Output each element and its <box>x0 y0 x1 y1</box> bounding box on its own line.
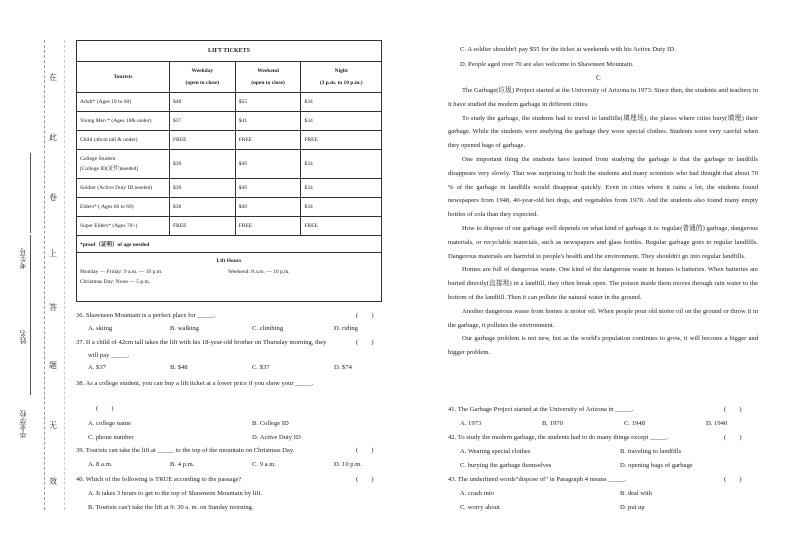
q42: 42. To study the modern garbage, the students had to do many things except _____. <box>448 434 669 441</box>
tourist-type: College Student [College ID(证件)needed] <box>77 150 170 179</box>
section-c-label: C <box>596 74 601 82</box>
price-cell: $49 <box>235 179 301 198</box>
price-cell: $49 <box>235 198 301 217</box>
paragraph: How to dispose of our garbage well depends on what kind of garbage it is: regular(普通的) garbage, dangerous materials, or recyclable materials, such as newspapers and glass bottles. Regular garbage goes to regular landfills. Dangerous materials are harmful to people's health and the environment. They shouldn't go into regular landfills. <box>448 224 758 260</box>
paragraph: Homes are full of dangerous waste. One kind of the dangerous waste in homes is batteries. When batteries are buried directly(直接地) in a landfill, they often break open. The poison inside them moves through rain water to the bottom of the landfill. Then it can pollute the natural water in the ground. <box>448 266 758 301</box>
paragraph: Another dangerous waste from homes is motor oil. When people pour old motor oil on the ground or throw it in the garbage, it pollutes the environment. <box>448 307 758 329</box>
field-blank-line[interactable] <box>30 315 31 395</box>
q41-paren[interactable]: ( ) <box>724 406 742 413</box>
table-row <box>77 112 382 131</box>
binding-char: 题 <box>49 361 57 370</box>
q40: 40. Which of the following is TRUE according to the passage? <box>76 476 242 483</box>
table-row <box>77 179 382 198</box>
price-cell: $38 <box>170 150 236 179</box>
field-label: 毕业学校 <box>19 410 27 438</box>
option-c[interactable]: C. worry about <box>460 504 500 511</box>
q40-option-c[interactable]: C. A soldier shouldn't pay $55 for the ticket at weekends with his Active Duty ID. <box>460 46 676 53</box>
table-body <box>77 93 382 236</box>
tourist-type: Super Elders* (Ages 70+) <box>77 217 170 236</box>
binding-char: 无 <box>49 421 57 430</box>
option-d[interactable]: D. Active Duty ID <box>252 434 301 441</box>
paragraph: To study the garbage, the students had to travel to landfills(填埋场), the places where cities bury(填埋) their garbage. While the students were studying the garbage they wore special clothes. Students were very careful when they opened bags of garbage. <box>448 114 758 150</box>
q39: 39. Tourists can take the lift at _____ to the top of the mountain on Christmas Day. <box>76 447 295 454</box>
price-cell: FREE <box>301 217 382 236</box>
option-d[interactable]: D. opening bags of garbage <box>620 462 693 469</box>
binding-char: 答 <box>49 303 57 312</box>
option-a[interactable]: A. college name <box>88 420 132 427</box>
price-cell: FREE <box>235 131 301 150</box>
price-cell: $34 <box>301 179 382 198</box>
table-header-row <box>77 62 382 93</box>
q36-paren[interactable]: ( ) <box>356 312 374 319</box>
passage-c <box>448 84 758 360</box>
header-cell: Weekend (open to close) <box>235 62 301 93</box>
binding-line <box>44 40 45 510</box>
hours-christmas: Christmas Day: Noon — 5 p.m. <box>80 279 151 285</box>
table-row <box>77 217 382 236</box>
binding-char: 效 <box>49 477 57 486</box>
hours-weekday: Monday — Friday: 9 a.m. — 10 p.m. <box>80 269 163 275</box>
option-b[interactable]: B. College ID <box>252 420 289 427</box>
option-a[interactable]: A. 1973 <box>460 420 482 427</box>
field-blank-line[interactable] <box>30 235 31 315</box>
option-b[interactable]: B. 1970 <box>542 420 563 427</box>
option-c[interactable]: C. phone number <box>88 434 134 441</box>
option-a[interactable]: A. Wearing special clothes <box>460 448 531 455</box>
price-cell: $38 <box>170 198 236 217</box>
q37-paren[interactable]: ( ) <box>356 339 374 346</box>
price-cell: FREE <box>170 131 236 150</box>
option-a[interactable]: A. 8 a.m. <box>88 461 113 468</box>
tourist-type: Child (46cm tall & under) <box>77 131 170 150</box>
q43: 43. The underlined words"dispose of" in Paragraph 4 means _____. <box>448 476 627 483</box>
field-label: 考生号 <box>19 248 27 269</box>
option-d[interactable]: D. $74 <box>334 364 352 371</box>
option-d[interactable]: D. 1940 <box>706 420 728 427</box>
q36: 36. Shawneen Mountain is a perfect place for _____. <box>76 312 216 319</box>
hours-title: Lift Hours <box>216 258 242 264</box>
binding-line-inner <box>64 40 65 510</box>
header-cell: Tourists <box>77 62 170 93</box>
lift-hours <box>77 253 382 302</box>
price-cell: $38 <box>170 179 236 198</box>
binding-char: 上 <box>49 249 57 258</box>
paragraph: The Garbage(垃圾) Project started at the University of Arizona in 1973. Since then, the students and teachers in it have studied the modern garbage in different cities. <box>448 87 758 108</box>
tourist-type: Young Men * (Ages 18& under) <box>77 112 170 131</box>
binding-char: 在 <box>49 73 57 82</box>
option-d[interactable]: D. riding <box>334 325 358 332</box>
paragraph: One important thing the students have learned from studying the garbage is that the garbage in landfills disappears very slowly. That was surprising to both the students and many scientists who had thought that about 70 % of the garbage in landfills would disappear quickly. Even in cities where it rains a lot, the students found newspapers from 1948, 40-year-old hot dogs, and vegetables from 1970. And the students also found many empty bottles of cola than they expected. <box>448 155 758 219</box>
q40-option-b[interactable]: B. Tourists can't take the lift at 9: 30 a. m. on Sunday morning. <box>88 504 254 511</box>
price-cell: $34 <box>301 112 382 131</box>
q37-line2: will pay _____. <box>88 352 130 359</box>
price-cell: FREE <box>301 131 382 150</box>
q42-paren[interactable]: ( ) <box>724 434 742 441</box>
price-cell: $34 <box>301 198 382 217</box>
price-cell: $48 <box>170 93 236 112</box>
price-cell: $55 <box>235 93 301 112</box>
header-cell: Night (3 p.m. to 10 p.m.) <box>301 62 382 93</box>
binding-char: 卷 <box>49 193 57 202</box>
option-d[interactable]: D. put up <box>620 504 645 511</box>
price-cell: $37 <box>170 112 236 131</box>
tourist-type: Elders* ( Ages 60 to 69) <box>77 198 170 217</box>
option-d[interactable]: D. 10 p.m. <box>334 461 363 468</box>
binding-char: 此 <box>49 133 57 142</box>
header-cell: Weekday (open to close) <box>170 62 236 93</box>
table-row <box>77 198 382 217</box>
price-cell: $41 <box>235 112 301 131</box>
price-cell: $34 <box>301 93 382 112</box>
option-b[interactable]: B. $48 <box>170 364 188 371</box>
q38-paren[interactable]: ( ) <box>96 405 114 412</box>
q37-line1: 37. If a child of 42cm tall takes the lift with his 18-year-old brother on Thursday morning, they <box>76 339 327 346</box>
lift-ticket-table <box>76 40 382 302</box>
option-a[interactable]: A. crash into <box>460 490 494 497</box>
q38: 38. As a college student, you can buy a lift ticket at a lower price if you show your _____. <box>76 380 314 387</box>
option-b[interactable]: B. deal with <box>620 490 653 497</box>
tourist-type: Adult* (Ages 19 to 60) <box>77 93 170 112</box>
q40-paren[interactable]: ( ) <box>356 476 374 483</box>
tourist-type: Soldier (Active Duty ID needed) <box>77 179 170 198</box>
paragraph: Our garbage problem is not new, but as the world's population continues to grow, it will become a bigger and bigger problem. <box>448 335 758 357</box>
table-title: LIFT TICKETS <box>77 41 382 62</box>
table-row <box>77 93 382 112</box>
field-label: 姓名 <box>19 330 27 344</box>
option-c[interactable]: C. burying the garbage themselves <box>460 462 552 469</box>
field-blank-line[interactable] <box>30 153 31 233</box>
option-c[interactable]: C. 9 a.m. <box>252 461 276 468</box>
price-cell: $49 <box>235 150 301 179</box>
option-b[interactable]: B. 4 p.m. <box>170 461 195 468</box>
option-c[interactable]: C. climbing <box>252 325 284 332</box>
price-cell: $34 <box>301 150 382 179</box>
price-cell: FREE <box>235 217 301 236</box>
q40-option-a[interactable]: A. It takes 3 hours to get to the top of Shawneen Mountain by lift. <box>88 490 262 497</box>
hours-weekend: Weekend: 8 a.m. — 10 p.m. <box>228 269 290 275</box>
table-row <box>77 131 382 150</box>
option-a[interactable]: A. $37 <box>88 364 106 371</box>
q40-option-d[interactable]: D. People aged over 70 are also welcome to Shawneen Mountain. <box>460 61 634 68</box>
price-cell: FREE <box>170 217 236 236</box>
option-c[interactable]: C. $37 <box>252 364 270 371</box>
q39-paren[interactable]: ( ) <box>356 447 374 454</box>
option-c[interactable]: C. 1948 <box>624 420 645 427</box>
q43-paren[interactable]: ( ) <box>724 476 742 483</box>
option-b[interactable]: B. walking <box>170 325 199 332</box>
proof-note: *proof（证明）of age needed <box>77 236 382 253</box>
option-a[interactable]: A. skiing <box>88 325 113 332</box>
table-row <box>77 150 382 179</box>
q41: 41. The Garbage Project started at the University of Arizona in _____. <box>448 406 634 413</box>
option-b[interactable]: B. traveling to landfills <box>620 448 682 455</box>
